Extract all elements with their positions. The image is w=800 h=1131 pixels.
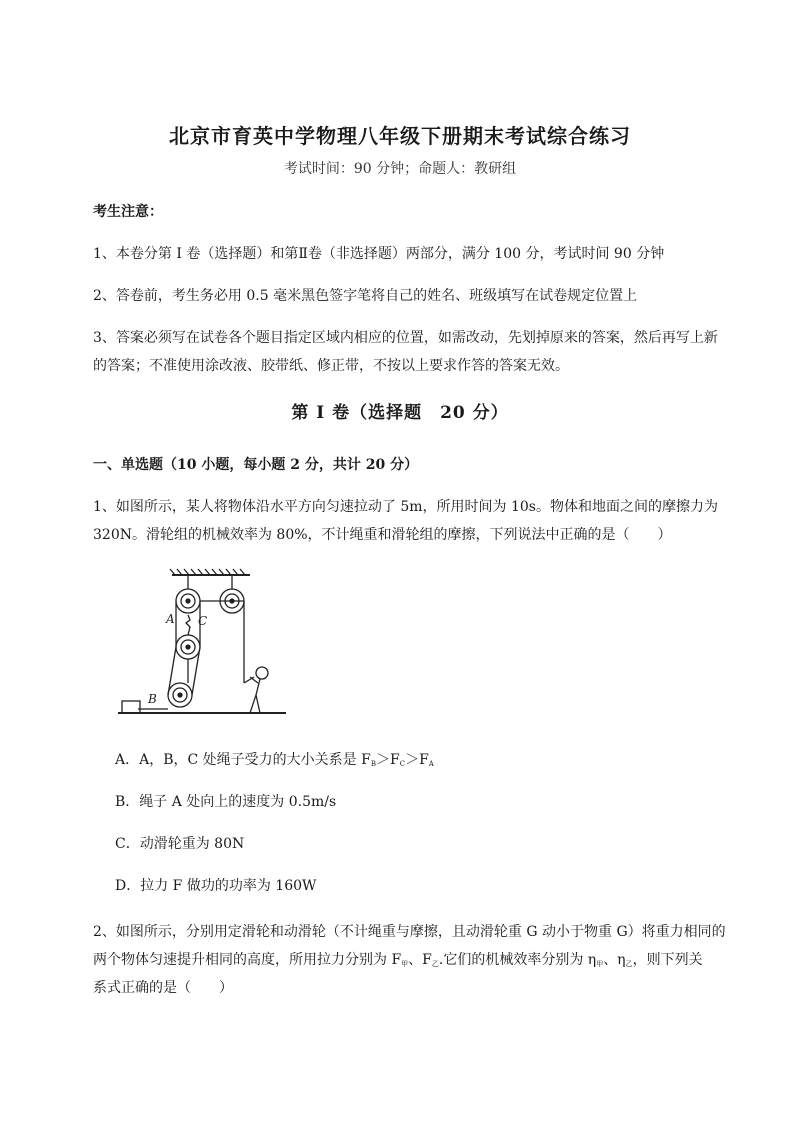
question-1-option-d[interactable]: D．拉力 F 做功的功率为 160W (115, 878, 317, 894)
question-1-option-a[interactable]: A．A，B，C 处绳子受力的大小关系是 $F_B>F_C>F_A$ (115, 752, 434, 768)
page-title: 北京市育英中学物理八年级下册期末考试综合练习 (169, 124, 631, 148)
question-1-line-2: 320N。滑轮组的机械效率为 80%，不计绳重和滑轮组的摩擦，下列说法中正确的是（ ） (93, 527, 672, 543)
label-c: C (198, 614, 208, 628)
label-b: B (148, 692, 157, 706)
section-title: 第 I 卷（选择题 20 分） (291, 403, 509, 423)
pulley-diagram (110, 565, 290, 725)
question-2-line-2: 两个物体匀速提升相同的高度，所用拉力分别为 $F_甲$、$F_乙$.它们的机械效率分别为 $\eta_甲$、$\eta_乙$，则下列关 (93, 952, 703, 968)
question-2-line-3: 系式正确的是（ ） (93, 980, 233, 996)
question-2-line-1: 2、如图所示，分别用定滑轮和动滑轮（不计绳重与摩擦，且动滑轮重 G 动小于物重 G）将重力相同的 (93, 924, 726, 940)
question-1-option-b[interactable]: B．绳子 A 处向上的速度为 0.5m/s (115, 794, 337, 810)
notice-item-1: 1、本卷分第 I 卷（选择题）和第Ⅱ卷（非选择题）两部分，满分 100 分，考试时间 90 分钟 (93, 246, 665, 262)
notice-item-2: 2、答卷前，考生务必用 0.5 毫米黑色签字笔将自己的姓名、班级填写在试卷规定位置上 (93, 288, 638, 304)
label-a: A (166, 612, 175, 626)
question-1-line-1: 1、如图所示，某人将物体沿水平方向匀速拉动了 5m，所用时间为 10s。物体和地面之间的摩擦力为 (93, 499, 718, 515)
question-1-option-c[interactable]: C．动滑轮重为 80N (115, 836, 245, 852)
exam-info: 考试时间：90 分钟；命题人：教研组 (283, 161, 517, 177)
notice-item-3-cont: 的答案；不准使用涂改液、胶带纸、修正带，不按以上要求作答的答案无效。 (93, 358, 569, 374)
notice-heading: 考生注意： (93, 204, 163, 220)
notice-item-3: 3、答案必须写在试卷各个题目指定区域内相应的位置，如需改动，先划掉原来的答案，然后再写上新 (93, 330, 718, 346)
part-heading: 一、单选题（10 小题，每小题 2 分，共计 20 分） (93, 457, 419, 473)
